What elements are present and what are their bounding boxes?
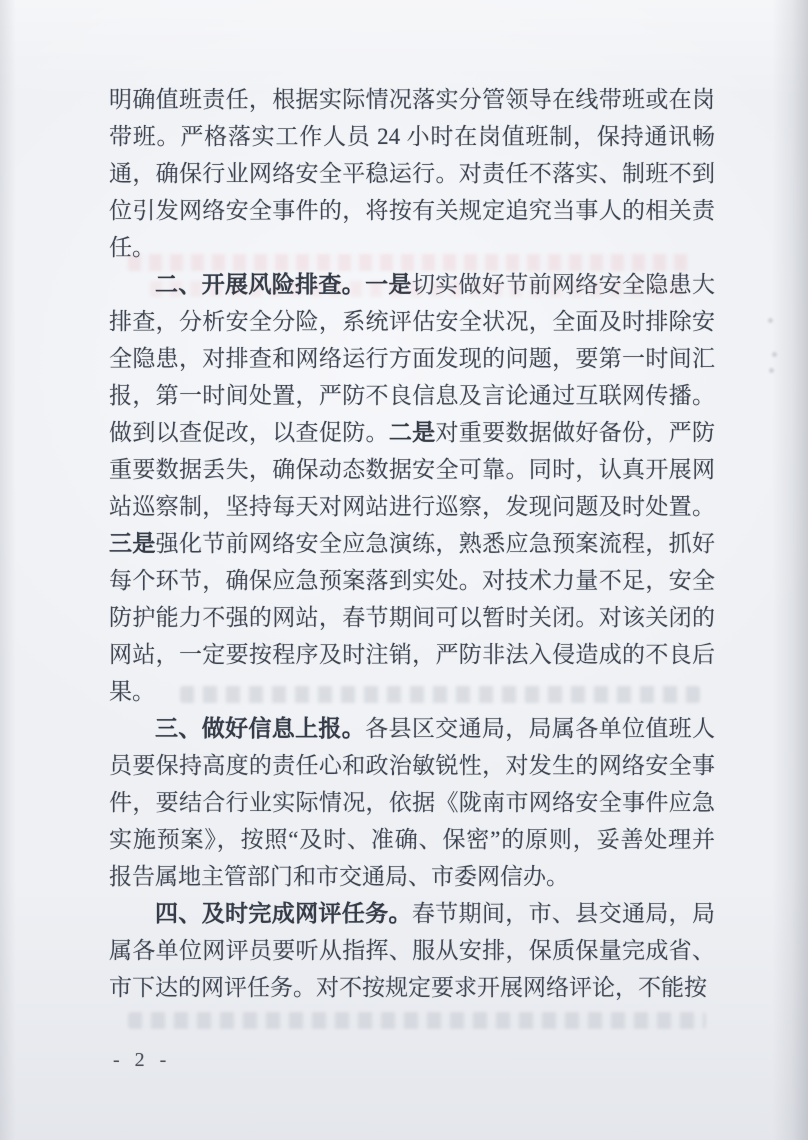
text-run: 强化节前网络安全应急演练，熟悉应急预案流程，抓好每个环节，确保应急预案落到实处。对技术力量不足，安全防护能力不强的网站，春节期间可以暂时关闭。对该关闭的网站，一定要按程序及时注销，严防非法入侵造成的不良后果。 <box>109 531 716 704</box>
scan-speck <box>768 318 773 323</box>
paragraph <box>109 710 715 895</box>
bold-text-run: 三是 <box>109 531 156 556</box>
text-run: 对重要数据做好备份，严防重要数据丢失，确保动态数据安全可靠。同时，认真开展网站巡察制，坚持每天对网站进行巡察，发现问题及时处置。 <box>109 420 716 519</box>
paragraph <box>109 895 715 1006</box>
bold-text-run: 四、及时完成网评任务。 <box>155 901 412 926</box>
bold-text-run: 二、开展风险排查。一是 <box>155 272 412 297</box>
document-body <box>109 81 715 1006</box>
scan-speck <box>769 368 774 373</box>
text-run: 切实做好节前网络安全隐患大排查，分析安全分险，系统评估安全状况，全面及时排除安全隐患，对排查和网络运行方面发现的问题，要第一时间汇报，第一时间处置，严防不良信息及言论通过互联网传播。做到以查促改，以查促防。 <box>109 272 716 445</box>
paragraph <box>109 266 715 710</box>
text-run: 春节期间，市、县交通局，局属各单位网评员要听从指挥、服从安排，保质保量完成省、市下达的网评任务。对不按规定要求开展网络评论，不能按 <box>109 901 716 1000</box>
text-run: 明确值班责任，根据实际情况落实分管领导在线带班或在岗带班。严格落实工作人员 24 小时在岗值班制，保持通讯畅通，确保行业网络安全平稳运行。对责任不落实、制班不到位引发网络安全事件的，将按有关规定追究当事人的相关责任。 <box>109 87 715 260</box>
text-run: 各县区交通局，局属各单位值班人员要保持高度的责任心和政治敏锐性，对发生的网络安全事件，要结合行业实际情况，依据《陇南市网络安全事件应急实施预案》，按照“及时、准确、保密”的原则，妥善处理并报告属地主管部门和市交通局、市委网信办。 <box>109 716 716 889</box>
page-number: - 2 - <box>113 1049 172 1071</box>
bold-text-run: 三、做好信息上报。 <box>155 716 366 741</box>
scan-speck <box>772 352 777 357</box>
bleedthrough-gray-band <box>128 1012 706 1029</box>
paragraph <box>109 81 715 266</box>
bold-text-run: 二是 <box>388 420 436 445</box>
